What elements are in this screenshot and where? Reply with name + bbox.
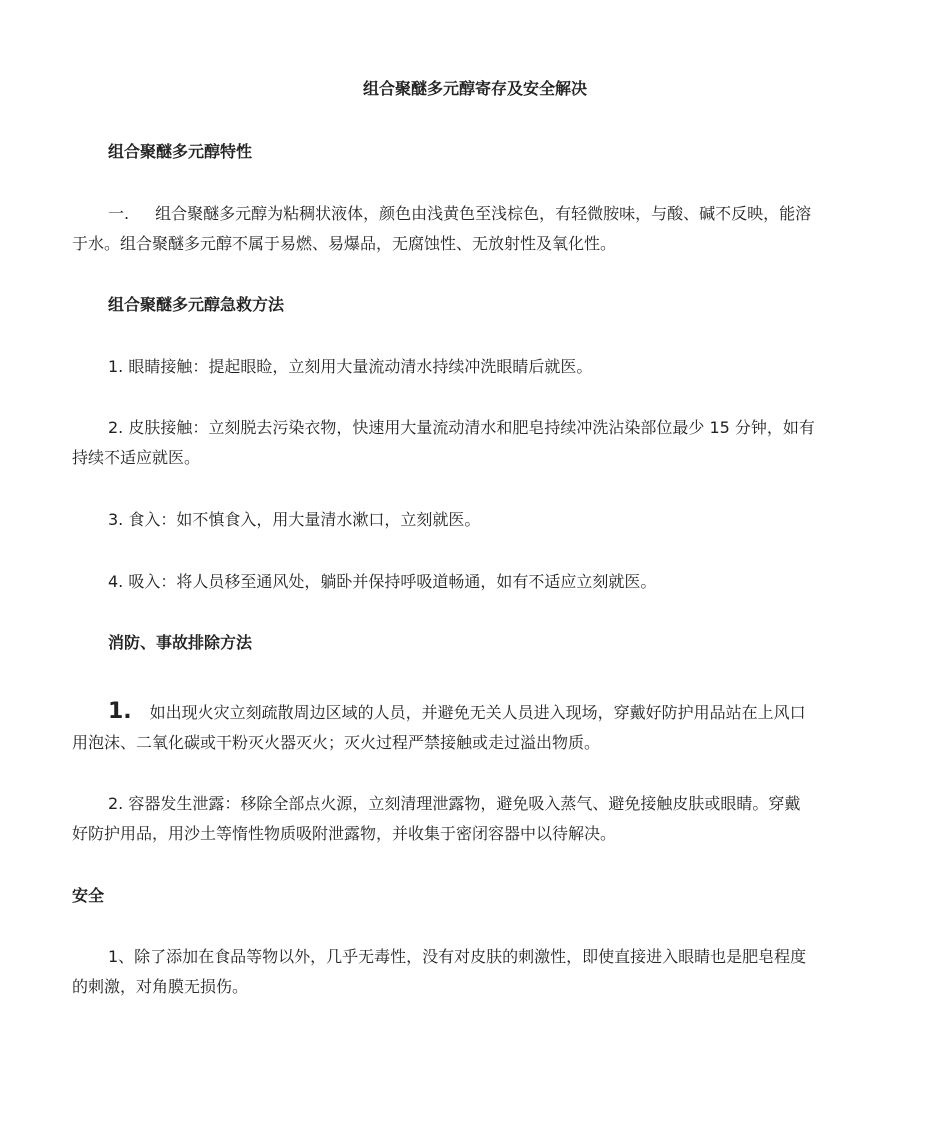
section-heading-properties: 组合聚醚多元醇特性 xyxy=(108,142,253,161)
properties-item1-marker: 一. xyxy=(108,204,130,223)
section-heading-safety: 安全 xyxy=(72,886,105,905)
fire-item1-line2: 用泡沫、二氧化碳或干粉灭火器灭火；灭火过程严禁接触或走过溢出物质。 xyxy=(72,733,601,752)
fire-item2-line2: 好防护用品，用沙土等惰性物质吸附泄露物，并收集于密闭容器中以待解决。 xyxy=(72,824,617,843)
first-aid-item3: 3. 食入：如不慎食入，用大量清水漱口，立刻就医。 xyxy=(108,510,481,529)
safety-item1-line1: 1、除了添加在食品等物以外，几乎无毒性，没有对皮肤的刺激性，即使直接进入眼睛也是肥皂程度 xyxy=(108,947,807,966)
first-aid-item4: 4. 吸入：将人员移至通风处，躺卧并保持呼吸道畅通，如有不适应立刻就医。 xyxy=(108,572,657,591)
safety-item1-line2: 的刺激，对角膜无损伤。 xyxy=(72,977,249,996)
section-heading-first-aid: 组合聚醚多元醇急救方法 xyxy=(108,295,285,314)
section-heading-fire: 消防、事故排除方法 xyxy=(108,633,253,652)
first-aid-item2-line2: 持续不适应就医。 xyxy=(72,448,201,467)
properties-item1-text: 组合聚醚多元醇为粘稠状液体，颜色由浅黄色至浅棕色，有轻微胺味，与酸、碱不反映，能溶 xyxy=(155,204,812,223)
first-aid-item1: 1. 眼睛接触：提起眼睑，立刻用大量流动清水持续冲洗眼睛后就医。 xyxy=(108,357,593,376)
fire-item1-text: 如出现火灾立刻疏散周边区域的人员，并避免无关人员进入现场，穿戴好防护用品站在上风口 xyxy=(149,703,806,722)
properties-item1-line2: 于水。组合聚醚多元醇不属于易燃、易爆品，无腐蚀性、无放射性及氧化性。 xyxy=(72,234,617,253)
fire-item1-line1 xyxy=(108,697,900,728)
fire-item1-marker: 1. xyxy=(108,699,132,724)
document-title: 组合聚醚多元醇寄存及安全解决 xyxy=(362,79,587,98)
fire-item2-line1: 2. 容器发生泄露：移除全部点火源，立刻清理泄露物，避免吸入蒸气、避免接触皮肤或眼睛。穿戴 xyxy=(108,794,801,813)
first-aid-item2-line1: 2. 皮肤接触：立刻脱去污染衣物，快速用大量流动清水和肥皂持续冲洗沾染部位最少 15 分钟，如有 xyxy=(108,418,815,437)
properties-item1-line1 xyxy=(108,199,900,229)
